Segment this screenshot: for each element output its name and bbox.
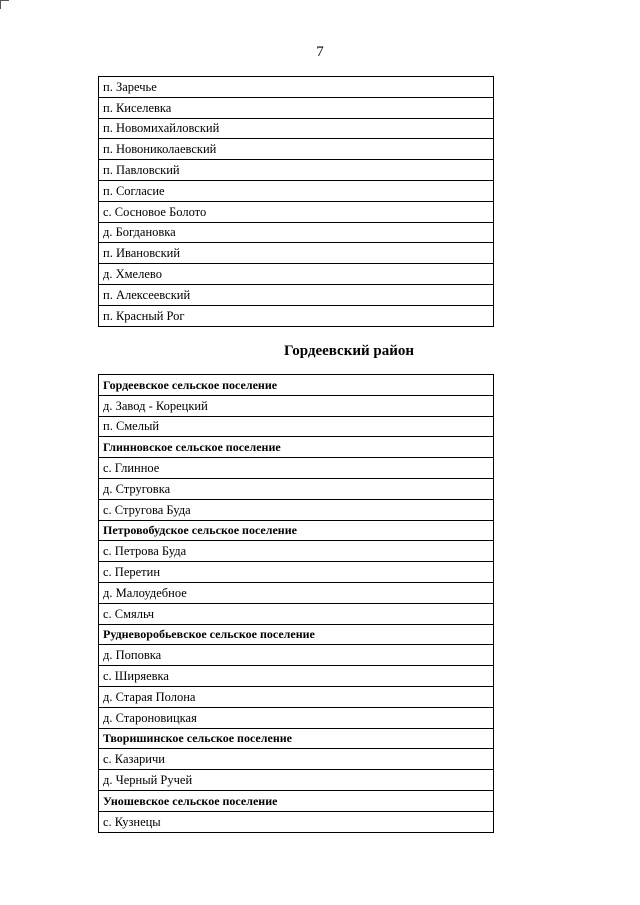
rural-settlement-heading: Петровобудское сельское поселение: [99, 520, 494, 541]
group-row: [99, 624, 494, 645]
table-row: [99, 201, 494, 222]
page-number: 7: [316, 44, 324, 60]
table-row: [99, 305, 494, 326]
table-row: [99, 686, 494, 707]
settlement-cell: с. Перетин: [99, 562, 494, 583]
table-row: [99, 180, 494, 201]
table-row: [99, 97, 494, 118]
settlement-cell: д. Старая Полона: [99, 686, 494, 707]
rural-settlement-heading: Глинновское сельское поселение: [99, 437, 494, 458]
settlement-cell: п. Красный Рог: [99, 305, 494, 326]
settlement-cell: с. Стругова Буда: [99, 499, 494, 520]
group-row: [99, 790, 494, 811]
table-row: [99, 770, 494, 791]
settlement-cell: с. Смяльч: [99, 603, 494, 624]
table-row: [99, 811, 494, 832]
settlement-cell: п. Смелый: [99, 416, 494, 437]
table-row: [99, 666, 494, 687]
table-row: [99, 499, 494, 520]
rural-settlement-heading: Гордеевское сельское поселение: [99, 375, 494, 396]
settlement-cell: п. Павловский: [99, 160, 494, 181]
settlement-cell: д. Богдановка: [99, 222, 494, 243]
settlement-cell: д. Хмелево: [99, 264, 494, 285]
table-row: [99, 562, 494, 583]
table-row: [99, 707, 494, 728]
settlement-cell: п. Ивановский: [99, 243, 494, 264]
rural-settlement-heading: Уношевское сельское поселение: [99, 790, 494, 811]
settlement-cell: п. Заречье: [99, 77, 494, 98]
table-row: [99, 395, 494, 416]
group-row: [99, 437, 494, 458]
settlement-cell: д. Малоудебное: [99, 582, 494, 603]
settlement-cell: с. Ширяевка: [99, 666, 494, 687]
settlement-cell: д. Поповка: [99, 645, 494, 666]
table-row: [99, 541, 494, 562]
table-row: [99, 582, 494, 603]
table-row: [99, 118, 494, 139]
settlement-cell: д. Завод - Корецкий: [99, 395, 494, 416]
settlement-cell: с. Глинное: [99, 458, 494, 479]
settlement-cell: с. Петрова Буда: [99, 541, 494, 562]
rural-settlement-heading: Творишинское сельское поселение: [99, 728, 494, 749]
settlement-cell: с. Сосновое Болото: [99, 201, 494, 222]
rural-settlement-heading: Рудневоробьевское сельское поселение: [99, 624, 494, 645]
table-row: [99, 458, 494, 479]
table-row: [99, 264, 494, 285]
settlement-cell: д. Черный Ручей: [99, 770, 494, 791]
table-row: [99, 243, 494, 264]
settlement-cell: п. Киселевка: [99, 97, 494, 118]
settlement-cell: с. Кузнецы: [99, 811, 494, 832]
table-row: [99, 749, 494, 770]
district-settlement-table: [98, 374, 494, 833]
group-row: [99, 520, 494, 541]
scan-corner-mark: [0, 0, 9, 9]
table-row: [99, 222, 494, 243]
table-row: [99, 478, 494, 499]
table-row: [99, 139, 494, 160]
settlement-cell: п. Согласие: [99, 180, 494, 201]
settlement-list-table: [98, 76, 494, 327]
group-row: [99, 728, 494, 749]
table-row: [99, 77, 494, 98]
table-row: [99, 645, 494, 666]
settlement-cell: п. Алексеевский: [99, 284, 494, 305]
table-row: [99, 160, 494, 181]
table-row: [99, 284, 494, 305]
district-heading: Гордеевский район: [283, 343, 415, 359]
table-row: [99, 416, 494, 437]
settlement-cell: с. Казаричи: [99, 749, 494, 770]
table-row: [99, 603, 494, 624]
settlement-cell: д. Староновицкая: [99, 707, 494, 728]
settlement-cell: д. Струговка: [99, 478, 494, 499]
settlement-cell: п. Новониколаевский: [99, 139, 494, 160]
settlement-cell: п. Новомихайловский: [99, 118, 494, 139]
group-row: [99, 375, 494, 396]
